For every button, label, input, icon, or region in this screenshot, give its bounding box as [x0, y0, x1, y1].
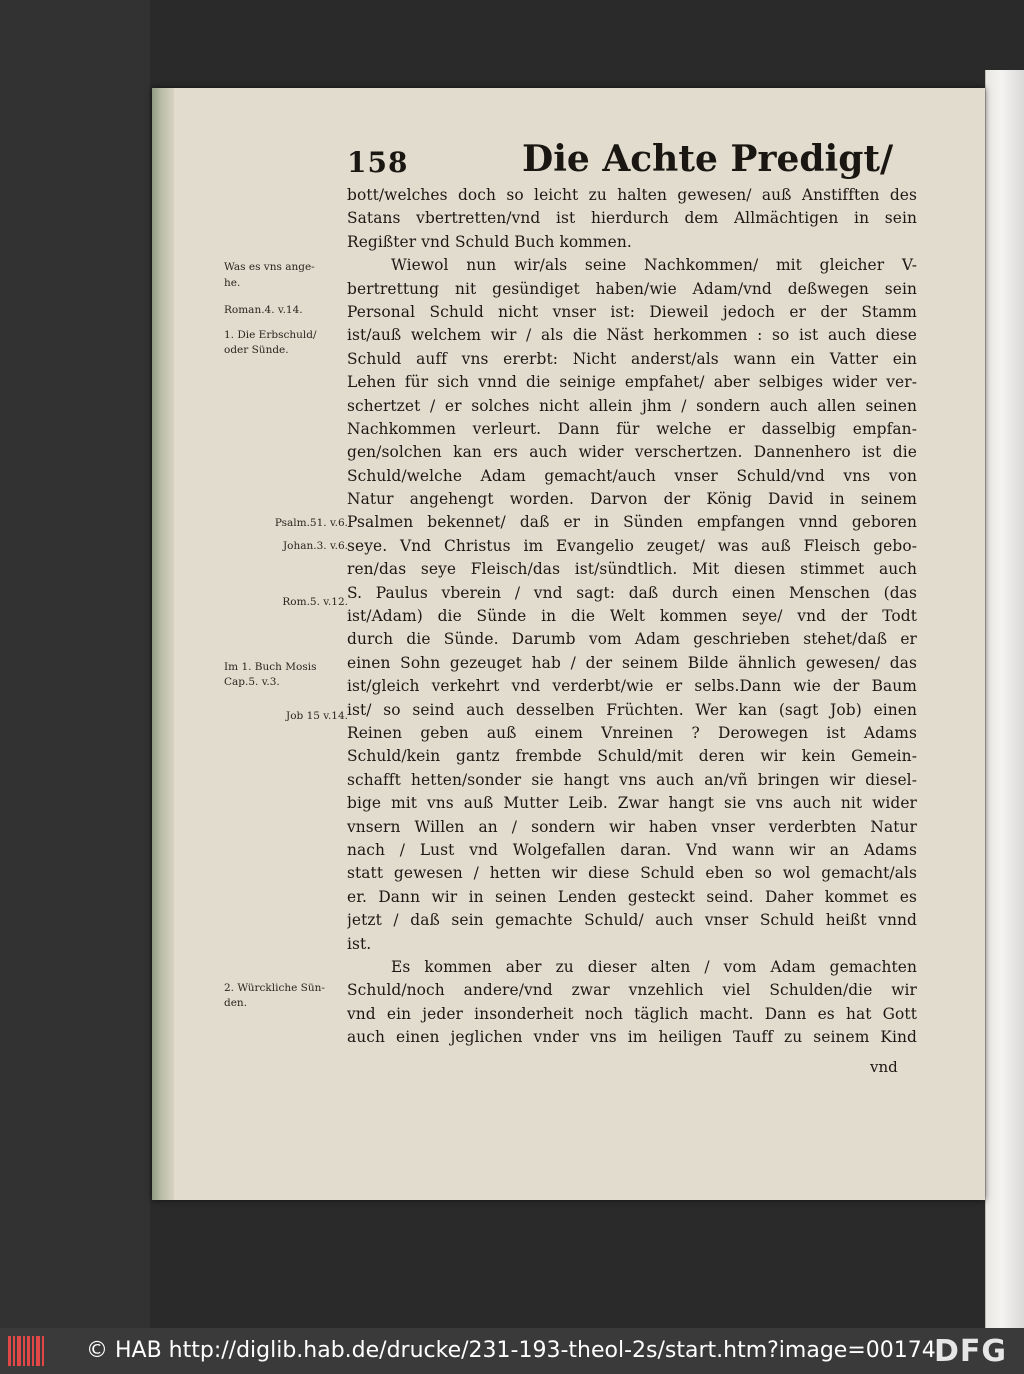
footer-bar — [0, 1328, 1024, 1374]
margin-note: Johan.3. v.6. — [282, 540, 348, 552]
text-line: vnsern Willen an / sondern wir haben vnser verderbten Natur — [347, 817, 917, 836]
text-line: ren/das seye Fleisch/das ist/sündtlich. Mit diesen stimmet auch — [347, 560, 917, 579]
text-line: ist. — [347, 934, 372, 953]
dfg-logo: DFG — [934, 1334, 1008, 1369]
page-number: 158 — [347, 146, 409, 179]
text-line: auch einen jeglichen vnder vns im heiligen Tauff zu seinem Kind — [347, 1028, 917, 1047]
text-line: S. Paulus vberein / vnd sagt: daß durch einen Menschen (das — [347, 583, 917, 602]
margin-note: Psalm.51. v.6. — [274, 517, 348, 529]
text-line: gen/solchen kan ers auch wider verschertzen. Dannenhero ist die — [347, 443, 917, 462]
margin-note: 2. Würckliche Sün- — [224, 982, 325, 994]
margin-note: Rom.5. v.12. — [282, 596, 348, 608]
text-line: jetzt / daß sein gemachte Schuld/ auch vnser Schuld heißt vnnd — [347, 911, 917, 930]
text-line: Satans vbertretten/vnd ist hierdurch dem Allmächtigen in sein — [347, 209, 917, 228]
text-line: statt gewesen / hetten wir diese Schuld eben so wol gemacht/als — [347, 864, 917, 883]
text-block — [347, 184, 917, 1049]
margin-note: Was es vns ange- — [224, 261, 315, 273]
copyright-url[interactable]: © HAB http://diglib.hab.de/drucke/231-193-theol-2s/start.htm?image=00174 — [86, 1338, 936, 1363]
text-line: Natur angehengt worden. Darvon der König David in seinem — [347, 490, 917, 509]
book-cover-left — [0, 0, 150, 1328]
text-line: Personal Schuld nicht vnser ist: Dieweil jedoch er der Stamm — [347, 302, 917, 321]
text-line: schafft hetten/sonder sie hangt vns auch an/vñ bringen wir diesel- — [347, 770, 917, 789]
margin-note: Job 15 v.14. — [285, 710, 348, 722]
text-line: ist/ so seind auch desselben Früchten. Wer kan (sagt Job) einen — [347, 700, 917, 719]
text-line: er. Dann wir in seinen Lenden gesteckt seind. Daher kommet es — [347, 887, 917, 906]
running-head — [347, 136, 927, 182]
text-line: schertzet / er solches nicht allein jhm / sondern auch allen seinen — [347, 396, 917, 415]
margin-note: oder Sünde. — [224, 344, 289, 356]
text-line: ist/gleich verkehrt vnd verderbt/wie er selbs.Dann wie der Baum — [347, 677, 917, 696]
text-line: ist/Adam) die Sünde in die Welt kommen seye/ vnd der Todt — [347, 607, 917, 626]
text-line: Nachkommen verleurt. Dann für welche er dasselbig empfan- — [347, 419, 917, 438]
margin-note: den. — [224, 997, 248, 1009]
text-line: bertrettung nit gesündiget haben/wie Adam/vnd deßwegen sein — [347, 279, 917, 298]
text-line: bott/welches doch so leicht zu halten gewesen/ auß Anstifften des — [347, 186, 917, 204]
text-line: bige mit vns auß Mutter Leib. Zwar hangt sie vns auch nit wider — [347, 794, 917, 813]
margin-note: Im 1. Buch Mosis — [224, 661, 317, 673]
text-line: vnd ein jeder insonderheit noch täglich macht. Dann es hat Gott — [347, 1004, 917, 1023]
margin-note: 1. Die Erbschuld/ — [224, 329, 317, 341]
margin-note: Cap.5. v.3. — [224, 676, 280, 688]
text-line: seye. Vnd Christus im Evangelio zeuget/ was auß Fleisch gebo- — [347, 536, 917, 555]
text-line: durch die Sünde. Darumb vom Adam geschrieben stehet/daß er — [347, 630, 917, 649]
text-line: Lehen für sich vnnd die seinige empfahet/ aber selbiges wider ver- — [347, 373, 917, 392]
margin-note: he. — [224, 277, 241, 289]
text-line: Schuld/welche Adam gemacht/auch vnser Schuld/vnd vns von — [347, 466, 917, 485]
text-line: Schuld/noch andere/vnd zwar vnzehlich viel Schulden/die wir — [347, 981, 917, 1000]
text-line: nach / Lust vnd Wolgefallen daran. Vnd wann wir an Adams — [347, 840, 917, 859]
text-line: Reinen geben auß einem Vnreinen ? Derowegen ist Adams — [347, 723, 917, 742]
book-next-page-edge — [985, 70, 1024, 1328]
page-gutter — [152, 88, 174, 1200]
text-line: Schuld auff vns ererbt: Nicht anderst/als wann ein Vatter ein — [347, 349, 917, 368]
page-title: Die Achte Predigt/ — [522, 138, 894, 180]
text-line: Wiewol nun wir/als seine Nachkommen/ mit gleicher V- — [391, 256, 917, 275]
text-line: Psalmen bekennet/ daß er in Sünden empfangen vnnd geboren — [347, 513, 917, 532]
text-line: ist/auß welchem wir / als die Näst herkommen : so ist auch diese — [347, 326, 917, 345]
barcode-icon — [8, 1336, 46, 1366]
catchword: vnd — [870, 1058, 898, 1076]
text-line: Regißter vnd Schuld Buch kommen. — [347, 232, 632, 251]
text-line: einen Sohn gezeuget hab / der seinem Bilde ähnlich gewesen/ das — [347, 653, 917, 672]
book-page — [152, 88, 985, 1200]
text-line: Es kommen aber zu dieser alten / vom Adam gemachten — [391, 957, 917, 976]
text-line: Schuld/kein gantz frembde Schuld/mit deren wir kein Gemein- — [347, 747, 917, 766]
margin-note: Roman.4. v.14. — [224, 304, 303, 316]
